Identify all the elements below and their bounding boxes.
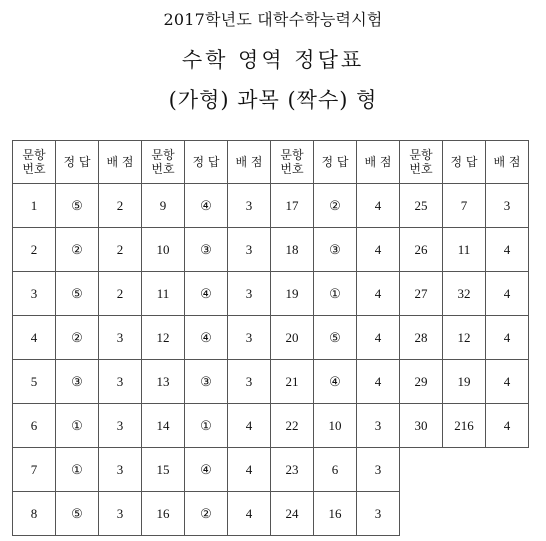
points-cell: 3 [228,228,271,272]
empty-cell [400,448,529,492]
table-row [13,228,529,272]
answer-cell: ② [56,316,99,360]
answer-cell: ① [56,404,99,448]
table-row [13,404,529,448]
answer-cell: ③ [56,360,99,404]
points-cell: 4 [486,360,529,404]
header-points: 배 점 [486,141,529,184]
points-cell: 4 [357,228,400,272]
header-number-line1: 문항 [280,148,304,162]
points-cell: 3 [99,316,142,360]
points-cell: 3 [99,492,142,536]
header-question-number [142,141,185,184]
points-cell: 4 [357,272,400,316]
empty-cell [400,492,529,536]
question-number-cell: 14 [142,404,185,448]
points-cell: 4 [486,316,529,360]
answer-cell: ① [314,272,357,316]
header-question-number [271,141,314,184]
question-number-cell: 3 [13,272,56,316]
question-number-cell: 12 [142,316,185,360]
header-points: 배 점 [99,141,142,184]
question-number-cell: 11 [142,272,185,316]
table-row [13,272,529,316]
answer-cell: ② [314,184,357,228]
answer-key-table [12,140,529,536]
points-cell: 3 [99,404,142,448]
question-number-cell: 9 [142,184,185,228]
points-cell: 2 [99,184,142,228]
answer-cell: ③ [185,360,228,404]
answer-cell: 6 [314,448,357,492]
answer-cell: ① [185,404,228,448]
answer-cell: ⑤ [56,272,99,316]
question-number-cell: 26 [400,228,443,272]
answer-cell: ② [185,492,228,536]
points-cell: 4 [486,404,529,448]
question-number-cell: 2 [13,228,56,272]
header-answer: 정 답 [56,141,99,184]
answer-key-body [13,141,529,536]
header-answer: 정 답 [443,141,486,184]
subject-title: 수학 영역 정답표 [181,48,365,72]
question-number-cell: 10 [142,228,185,272]
points-cell: 4 [486,272,529,316]
answer-cell: ⑤ [56,184,99,228]
answer-cell: ① [56,448,99,492]
answer-cell: 16 [314,492,357,536]
points-cell: 2 [99,272,142,316]
points-cell: 2 [99,228,142,272]
exam-title: 2017학년도 대학수학능력시험 [163,10,383,29]
answer-cell: 12 [443,316,486,360]
header-number-line1: 문항 [409,148,433,162]
question-number-cell: 20 [271,316,314,360]
question-number-cell: 15 [142,448,185,492]
header-points: 배 점 [228,141,271,184]
question-number-cell: 25 [400,184,443,228]
question-number-cell: 8 [13,492,56,536]
question-number-cell: 7 [13,448,56,492]
header-number-line2: 번호 [280,162,304,176]
answer-cell: 19 [443,360,486,404]
points-cell: 3 [228,272,271,316]
answer-cell: 7 [443,184,486,228]
points-cell: 4 [228,492,271,536]
header-number-line2: 번호 [151,162,175,176]
points-cell: 4 [228,448,271,492]
points-cell: 3 [357,448,400,492]
points-cell: 3 [228,184,271,228]
header-question-number [400,141,443,184]
points-cell: 3 [228,360,271,404]
table-row [13,184,529,228]
header-answer: 정 답 [185,141,228,184]
answer-cell: ⑤ [56,492,99,536]
question-number-cell: 5 [13,360,56,404]
question-number-cell: 23 [271,448,314,492]
answer-cell: ② [56,228,99,272]
points-cell: 4 [357,184,400,228]
question-number-cell: 13 [142,360,185,404]
answer-cell: ④ [314,360,357,404]
question-number-cell: 4 [13,316,56,360]
answer-cell: ④ [185,448,228,492]
answer-cell: 32 [443,272,486,316]
question-number-cell: 21 [271,360,314,404]
points-cell: 3 [357,404,400,448]
table-row [13,316,529,360]
header-points: 배 점 [357,141,400,184]
answer-cell: 10 [314,404,357,448]
answer-cell: 216 [443,404,486,448]
header-row [13,141,529,184]
question-number-cell: 6 [13,404,56,448]
question-number-cell: 30 [400,404,443,448]
question-number-cell: 24 [271,492,314,536]
answer-cell: ④ [185,272,228,316]
question-number-cell: 22 [271,404,314,448]
question-number-cell: 27 [400,272,443,316]
header-number-line2: 번호 [409,162,433,176]
points-cell: 4 [486,228,529,272]
question-number-cell: 17 [271,184,314,228]
header-number-line2: 번호 [22,162,46,176]
question-number-cell: 16 [142,492,185,536]
exam-type-title: (가형) 과목 (짝수) 형 [168,88,378,112]
table-row [13,360,529,404]
points-cell: 4 [228,404,271,448]
question-number-cell: 19 [271,272,314,316]
question-number-cell: 18 [271,228,314,272]
points-cell: 3 [99,360,142,404]
answer-cell: ④ [185,184,228,228]
answer-cell: ④ [185,316,228,360]
points-cell: 3 [357,492,400,536]
points-cell: 3 [99,448,142,492]
points-cell: 4 [357,360,400,404]
answer-cell: ③ [185,228,228,272]
question-number-cell: 28 [400,316,443,360]
question-number-cell: 29 [400,360,443,404]
points-cell: 3 [228,316,271,360]
header-number-line1: 문항 [151,148,175,162]
header-question-number [13,141,56,184]
question-number-cell: 1 [13,184,56,228]
points-cell: 3 [486,184,529,228]
table-row [13,492,529,536]
answer-cell: 11 [443,228,486,272]
answer-cell: ③ [314,228,357,272]
answer-cell: ⑤ [314,316,357,360]
header-answer: 정 답 [314,141,357,184]
points-cell: 4 [357,316,400,360]
header-number-line1: 문항 [22,148,46,162]
table-row [13,448,529,492]
